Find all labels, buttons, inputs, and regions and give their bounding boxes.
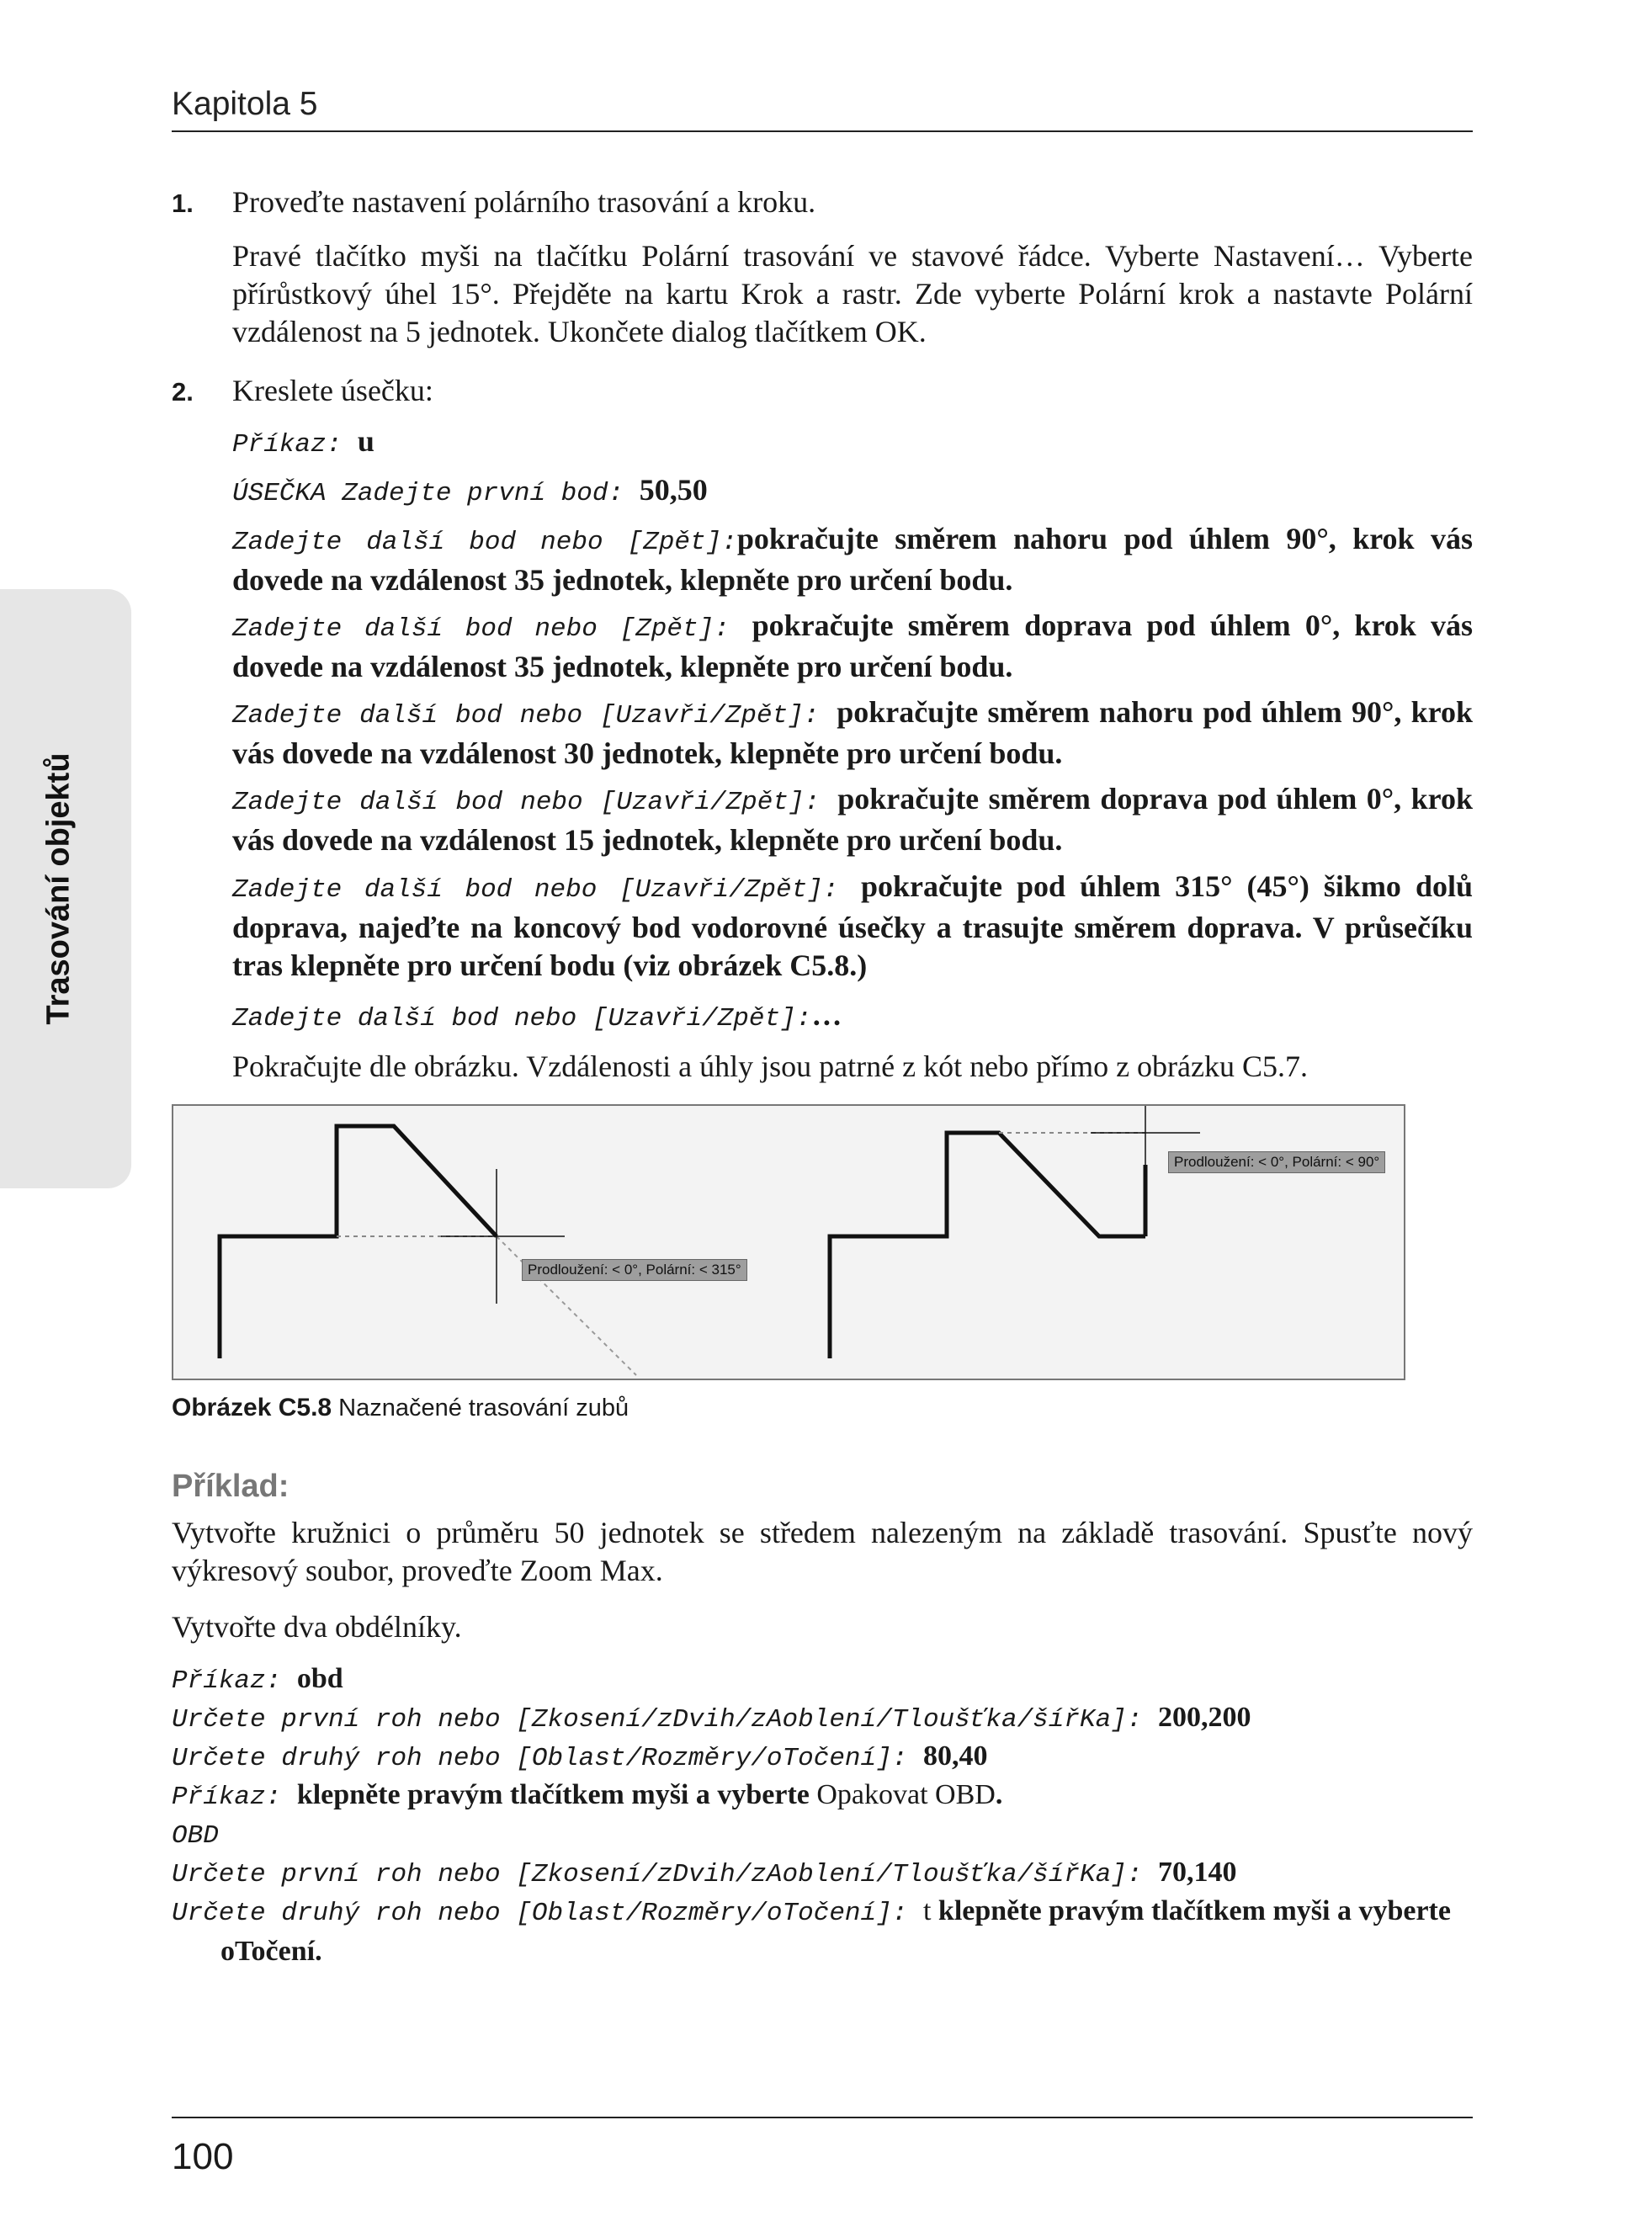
command-prompt: Zadejte další bod nebo [Uzavři/Zpět]: — [232, 875, 862, 905]
command-end: . — [995, 1779, 1003, 1810]
command-line — [172, 1737, 1473, 1777]
example-intro: Vytvořte kružnici o průměru 50 jednotek se středem nalezeným na základě trasování. Spusťte nový výkresový soubor, proveďte Zoom Max. — [172, 1516, 1473, 1587]
side-tab-label: Trasování objektů — [40, 752, 77, 1025]
command-line — [172, 1776, 1473, 1816]
command-prompt: Příkaz: — [232, 430, 358, 460]
command-input: u — [357, 424, 374, 458]
command-input: 70,140 — [1158, 1857, 1237, 1888]
command-prompt: Zadejte další bod nebo [Zpět]: — [232, 528, 737, 557]
command-line — [232, 693, 1473, 773]
caption-text: Naznačené trasování zubů — [332, 1395, 629, 1421]
tracking-tooltip: Prodloužení: < 0°, Polární: < 90° — [1168, 1151, 1385, 1173]
command-line — [232, 471, 1473, 513]
tracking-tooltip: Prodloužení: < 0°, Polární: < 315° — [522, 1259, 747, 1281]
command-input: obd — [296, 1663, 343, 1694]
example-heading: Příklad: — [172, 1469, 289, 1504]
example-sub: Vytvořte dva obdélníky. — [172, 1610, 462, 1644]
command-line — [232, 422, 1473, 464]
command-line — [172, 1698, 1473, 1739]
tracking-drawing — [173, 1106, 1404, 1379]
command-input: pokračujte směrem doprava pod úhlem 0°, krok vás dovede na vzdálenost 35 jednotek, klepněte pro určení bodu. — [232, 608, 1473, 683]
teeth-polyline-right — [830, 1133, 1145, 1358]
figure-caption — [172, 1394, 629, 1422]
command-prompt: Příkaz: — [172, 1666, 297, 1696]
header-rule — [172, 130, 1473, 132]
command-prompt: Určete první roh nebo [Zkosení/zDvih/zAoblení/Tloušťka/šířKa]: — [172, 1705, 1158, 1735]
teeth-polyline-left — [220, 1126, 497, 1358]
step-number: 2. — [172, 377, 194, 406]
command-prompt: Určete druhý roh nebo [Oblast/Rozměry/oTočení]: — [172, 1744, 923, 1773]
command-input: pokračujte směrem nahoru pod úhlem 90°, krok vás dovede na vzdálenost 35 jednotek, klepněte pro určení bodu. — [232, 522, 1474, 597]
command-input: pokračujte směrem nahoru pod úhlem 90°, krok vás dovede na vzdálenost 30 jednotek, klepněte pro určení bodu. — [232, 695, 1473, 770]
continue-text: Pokračujte dle obrázku. Vzdálenosti a úhly jsou patrné z kót nebo přímo z obrázku C5.7. — [232, 1049, 1308, 1083]
figure-c5-8 — [172, 1104, 1405, 1380]
command-prompt: Určete první roh nebo [Zkosení/zDvih/zAoblení/Tloušťka/šířKa]: — [172, 1860, 1158, 1889]
command-prompt: OBD — [172, 1821, 219, 1851]
command-prompt: Zadejte další bod nebo [Uzavři/Zpět]: — [232, 701, 837, 731]
command-input: 80,40 — [922, 1740, 988, 1772]
command-input: 50,50 — [639, 473, 708, 507]
tracking-line-diagonal — [497, 1236, 636, 1375]
command-prompt: Zadejte další bod nebo [Zpět]: — [232, 614, 752, 644]
command-prompt: Určete druhý roh nebo [Oblast/Rozměry/oTočení]: — [172, 1899, 923, 1928]
command-input: klepněte pravým tlačítkem myši a vyberte — [296, 1779, 810, 1810]
command-input: 200,200 — [1158, 1702, 1251, 1733]
command-line — [172, 1660, 1473, 1700]
step-title: Proveďte nastavení polárního trasování a kroku. — [232, 185, 816, 219]
command-line — [232, 868, 1473, 985]
command-prompt: Zadejte další bod nebo [Uzavři/Zpět]: — [232, 788, 838, 817]
footer-rule — [172, 2117, 1473, 2118]
command-line — [172, 1815, 1473, 1855]
command-continuation: oTočení. — [220, 1936, 322, 1967]
command-input: pokračujte pod úhlem 315° (45°) šikmo dolů doprava, najeďte na koncový bod vodorovné úsečky a trasujte směrem doprava. V průsečíku tras klepněte pro určení bodu (viz obrázek C5.8.) — [232, 869, 1473, 982]
command-line — [232, 520, 1473, 599]
command-input: klepněte pravým tlačítkem myši a vyberte — [938, 1895, 1451, 1926]
command-prompt: Příkaz: — [172, 1783, 297, 1812]
command-prompt: ÚSEČKA Zadejte první bod: — [232, 479, 640, 508]
step-title: Kreslete úsečku: — [232, 374, 433, 407]
command-plain: Opakovat OBD — [809, 1779, 996, 1810]
command-plain: t — [922, 1895, 938, 1926]
command-prompt: Zadejte další bod nebo [Uzavři/Zpět]: — [232, 1004, 812, 1033]
command-line — [172, 1892, 1473, 1970]
command-line — [232, 996, 1473, 1038]
command-line — [232, 780, 1473, 859]
command-input: … — [811, 998, 842, 1032]
command-line — [232, 607, 1473, 686]
caption-label: Obrázek C5.8 — [172, 1394, 332, 1421]
step-number: 1. — [172, 189, 194, 218]
page-number: 100 — [172, 2136, 234, 2177]
command-line — [172, 1853, 1473, 1894]
chapter-header: Kapitola 5 — [172, 86, 318, 122]
step-description: Pravé tlačítko myši na tlačítku Polární trasování ve stavové řádce. Vyberte Nastavení… Vyberte přírůstkový úhel 15°. Přejděte na kartu Krok a rastr. Zde vyberte Polární krok a nastavte Polární vzdálenost na 5 jednotek. Ukončete dialog tlačítkem OK. — [232, 239, 1473, 348]
command-input: pokračujte směrem doprava pod úhlem 0°, krok vás dovede na vzdálenost 15 jednotek, klepněte pro určení bodu. — [232, 782, 1473, 857]
